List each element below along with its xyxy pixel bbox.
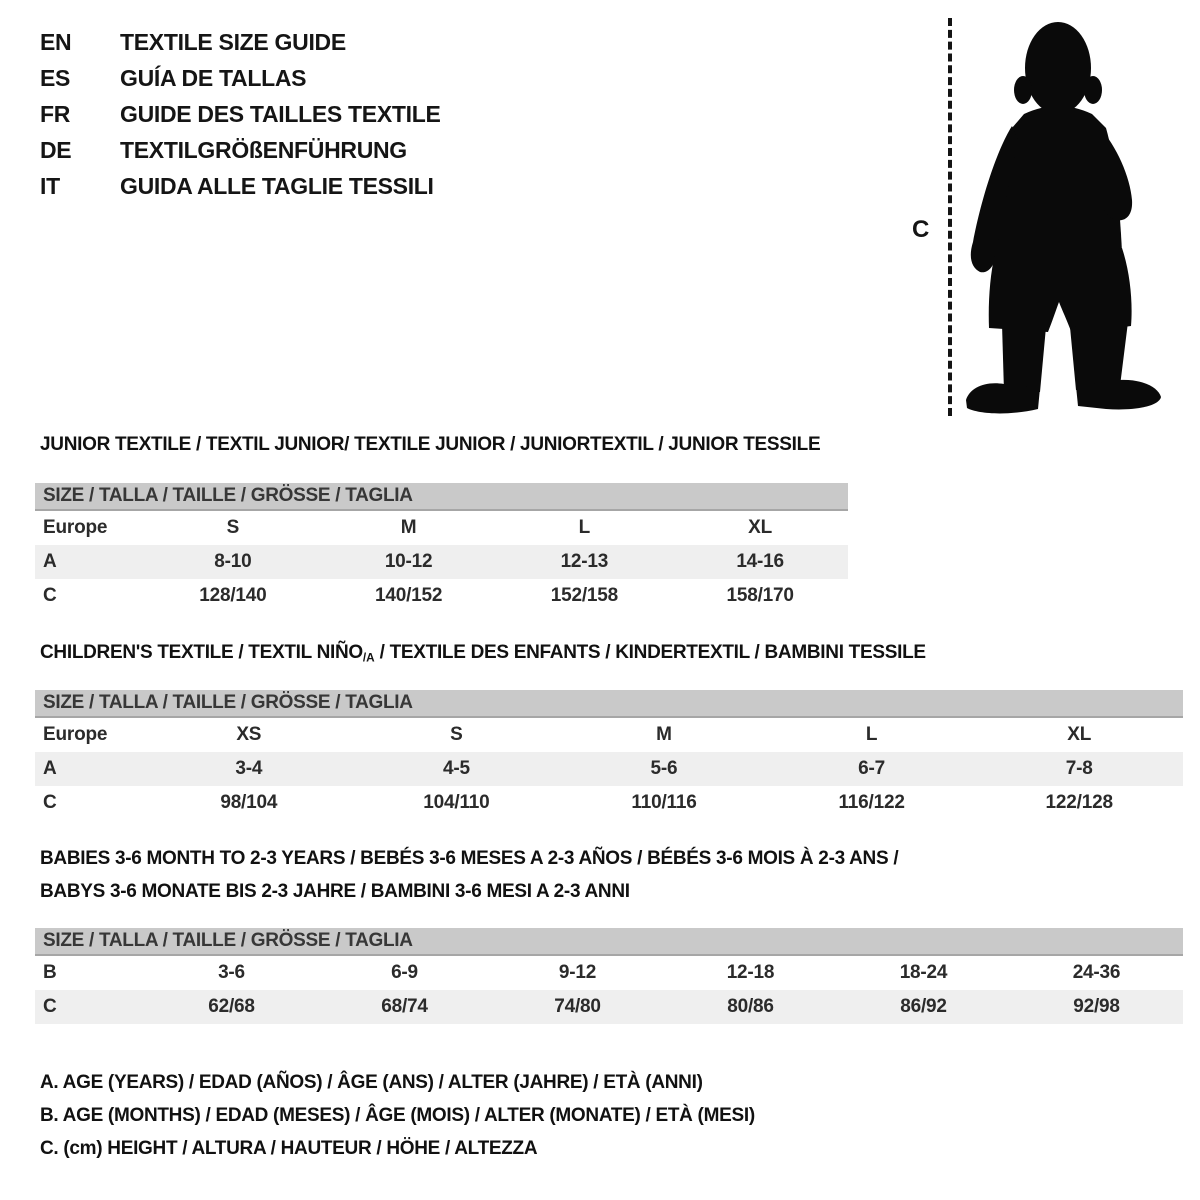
row-label: A xyxy=(43,551,57,572)
language-code: IT xyxy=(40,172,60,199)
height-cell: 116/122 xyxy=(838,792,905,813)
height-measure-label: C xyxy=(912,216,930,243)
language-code: EN xyxy=(40,28,72,55)
babies-row-months xyxy=(35,956,1183,990)
legend-line-age-months: B. AGE (MONTHS) / EDAD (MESES) / ÂGE (MOIS) / ALTER (MONATE) / ETÀ (MESI) xyxy=(40,1105,755,1126)
age-cell: 14-16 xyxy=(736,551,784,572)
row-label: C xyxy=(43,996,57,1017)
legend-line-age-years: A. AGE (YEARS) / EDAD (AÑOS) / ÂGE (ANS) / ALTER (JAHRE) / ETÀ (ANNI) xyxy=(40,1072,703,1093)
size-cell: M xyxy=(400,517,417,538)
height-cell: 104/110 xyxy=(423,792,490,813)
months-cell: 18-24 xyxy=(899,962,948,983)
height-cell: 122/128 xyxy=(1045,792,1113,813)
age-cell: 5-6 xyxy=(650,758,678,779)
age-cell: 7-8 xyxy=(1065,758,1093,779)
size-cell: XS xyxy=(236,724,262,745)
size-cell: L xyxy=(578,517,591,538)
height-cell: 140/152 xyxy=(374,585,443,606)
age-cell: 6-7 xyxy=(858,758,886,779)
children-row-europe xyxy=(35,718,1183,752)
section-title-children xyxy=(40,642,926,664)
figure-area xyxy=(890,10,1180,422)
children-title-post: / TEXTILE DES ENFANTS / KINDERTEXTIL / BAMBINI TESSILE xyxy=(374,642,926,663)
row-label: B xyxy=(43,962,57,983)
legend xyxy=(40,1066,755,1165)
height-cell: 158/170 xyxy=(726,585,794,606)
children-title-sub: /A xyxy=(362,651,375,665)
age-cell: 4-5 xyxy=(442,758,470,779)
age-cell: 3-4 xyxy=(235,758,263,779)
height-cell: 98/104 xyxy=(220,792,278,813)
height-cell: 128/140 xyxy=(199,585,267,606)
children-table xyxy=(35,690,1183,820)
months-cell: 24-36 xyxy=(1072,962,1121,983)
language-label: GUIDA ALLE TAGLIE TESSILI xyxy=(120,172,434,199)
height-cell: 86/92 xyxy=(900,996,947,1017)
toddler-silhouette-icon xyxy=(890,10,1180,422)
children-row-height xyxy=(35,786,1183,820)
age-cell: 8-10 xyxy=(214,551,252,572)
height-cell: 110/116 xyxy=(631,792,697,813)
size-cell: M xyxy=(656,724,672,745)
height-cell: 80/86 xyxy=(727,996,774,1017)
language-label: GUIDE DES TAILLES TEXTILE xyxy=(120,100,441,127)
language-row-de xyxy=(40,132,441,168)
language-label: TEXTILE SIZE GUIDE xyxy=(120,28,346,55)
language-code: FR xyxy=(40,100,71,127)
height-cell: 68/74 xyxy=(381,996,428,1017)
babies-size-header: SIZE / TALLA / TAILLE / GRÖSSE / TAGLIA xyxy=(35,928,1183,956)
language-code: DE xyxy=(40,136,72,163)
row-label: C xyxy=(43,585,57,606)
size-cell: S xyxy=(226,517,240,538)
height-cell: 92/98 xyxy=(1073,996,1120,1017)
months-cell: 6-9 xyxy=(391,962,418,983)
junior-row-height xyxy=(35,579,848,613)
junior-size-header: SIZE / TALLA / TAILLE / GRÖSSE / TAGLIA xyxy=(35,483,848,511)
row-label: Europe xyxy=(43,517,108,538)
size-cell: L xyxy=(865,724,878,745)
height-cell: 152/158 xyxy=(550,585,619,606)
babies-table xyxy=(35,928,1183,1024)
junior-row-europe xyxy=(35,511,848,545)
section-title-babies-line2: BABYS 3-6 MONATE BIS 2-3 JAHRE / BAMBINI 3-6 MESI A 2-3 ANNI xyxy=(40,881,630,902)
babies-row-height xyxy=(35,990,1183,1024)
age-cell: 12-13 xyxy=(560,551,609,572)
row-label: C xyxy=(43,792,57,813)
age-cell: 10-12 xyxy=(384,551,433,572)
months-cell: 9-12 xyxy=(558,962,597,983)
size-cell: S xyxy=(450,724,463,745)
section-title-junior: JUNIOR TEXTILE / TEXTIL JUNIOR/ TEXTILE JUNIOR / JUNIORTEXTIL / JUNIOR TESSILE xyxy=(40,434,821,455)
section-title-babies-line1: BABIES 3-6 MONTH TO 2-3 YEARS / BEBÉS 3-6 MESES A 2-3 AÑOS / BÉBÉS 3-6 MOIS À 2-3 ANS / xyxy=(40,848,899,869)
months-cell: 3-6 xyxy=(218,962,245,983)
legend-line-height: C. (cm) HEIGHT / ALTURA / HAUTEUR / HÖHE / ALTEZZA xyxy=(40,1138,538,1159)
children-title-pre: CHILDREN'S TEXTILE / TEXTIL NIÑO xyxy=(40,642,363,663)
junior-row-age xyxy=(35,545,848,579)
size-cell: XL xyxy=(748,517,773,538)
language-title-block xyxy=(40,24,441,204)
months-cell: 12-18 xyxy=(726,962,775,983)
size-cell: XL xyxy=(1067,724,1092,745)
row-label: Europe xyxy=(43,724,108,745)
junior-table xyxy=(35,483,848,613)
children-row-age xyxy=(35,752,1183,786)
height-cell: 74/80 xyxy=(554,996,601,1017)
language-label: GUÍA DE TALLAS xyxy=(120,64,307,91)
language-row-fr xyxy=(40,96,441,132)
row-label: A xyxy=(43,758,57,779)
language-code: ES xyxy=(40,64,71,91)
language-label: TEXTILGRÖßENFÜHRUNG xyxy=(120,136,407,163)
children-size-header: SIZE / TALLA / TAILLE / GRÖSSE / TAGLIA xyxy=(35,690,1183,718)
language-row-es xyxy=(40,60,441,96)
height-cell: 62/68 xyxy=(208,996,255,1017)
language-row-en xyxy=(40,24,441,60)
language-row-it xyxy=(40,168,441,204)
